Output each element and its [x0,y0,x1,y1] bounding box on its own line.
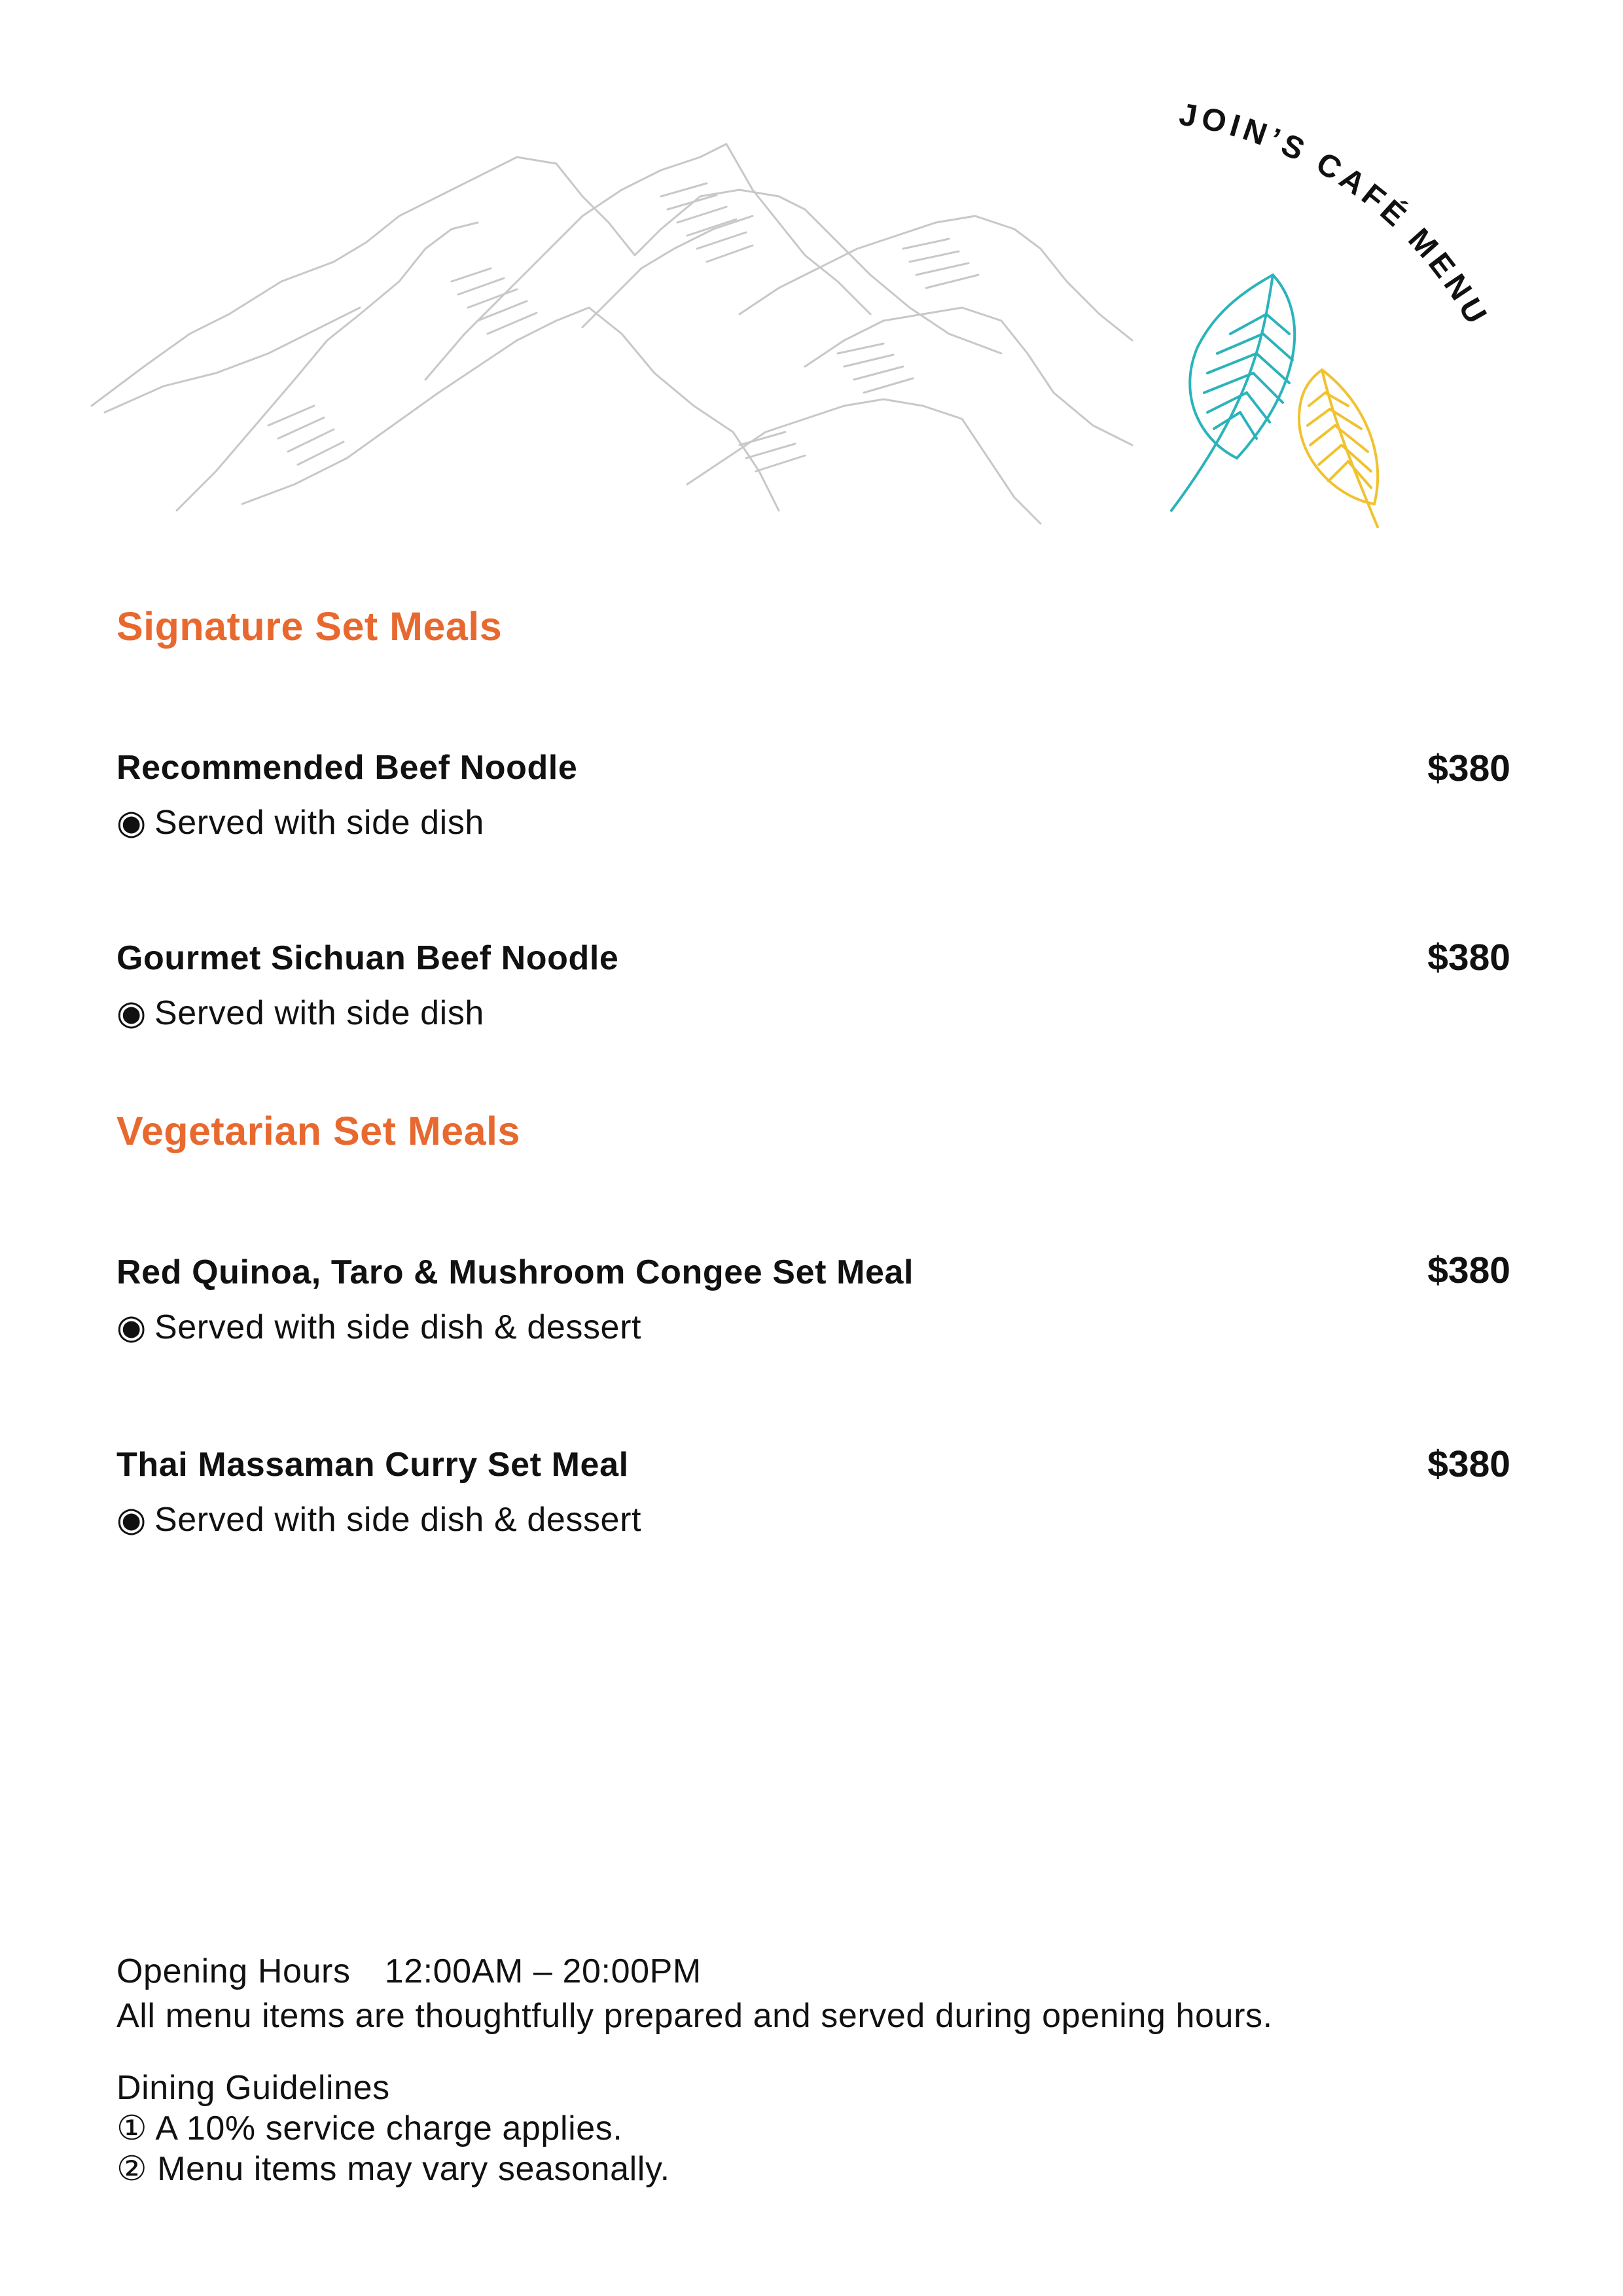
bullet-icon: ◉ [116,1308,147,1346]
menu-item-name: Gourmet Sichuan Beef Noodle [116,939,619,977]
menu-item-description: ◉ Served with side dish [116,804,484,842]
bullet-icon: ◉ [116,994,147,1032]
menu-item-price: $380 [1427,747,1510,789]
opening-hours-value: 12:00AM – 20:00PM [384,1952,702,1990]
menu-item-price: $380 [1427,1443,1510,1485]
dining-guideline-item: ② Menu items may vary seasonally. [116,2150,670,2188]
menu-item-description: ◉ Served with side dish & dessert [116,1308,642,1346]
opening-hours-note: All menu items are thoughtfully prepared and served during opening hours. [116,1997,1273,2035]
menu-item-description: ◉ Served with side dish [116,994,484,1032]
dining-guidelines-title: Dining Guidelines [116,2069,390,2107]
bullet-icon: ◉ [116,1501,147,1539]
section-title-vegetarian: Vegetarian Set Meals [116,1109,520,1153]
menu-item-description: ◉ Served with side dish & dessert [116,1501,642,1539]
bullet-icon: ◉ [116,804,147,842]
dining-guideline-item: ① A 10% service charge applies. [116,2109,623,2147]
menu-item-name: Red Quinoa, Taro & Mushroom Congee Set Meal [116,1253,914,1291]
opening-hours [116,1952,702,1991]
mountain-illustration [85,118,1145,537]
section-title-signature: Signature Set Meals [116,604,503,649]
menu-item-name: Recommended Beef Noodle [116,749,578,787]
menu-item-price: $380 [1427,937,1510,978]
opening-hours-label: Opening Hours [116,1952,351,1990]
menu-item-price: $380 [1427,1249,1510,1291]
brand-title [1113,79,1584,484]
menu-item-name: Thai Massaman Curry Set Meal [116,1446,629,1484]
svg-text:JOIN’S CAFÉ MENU: JOIN’S CAFÉ MENU [1177,97,1495,334]
